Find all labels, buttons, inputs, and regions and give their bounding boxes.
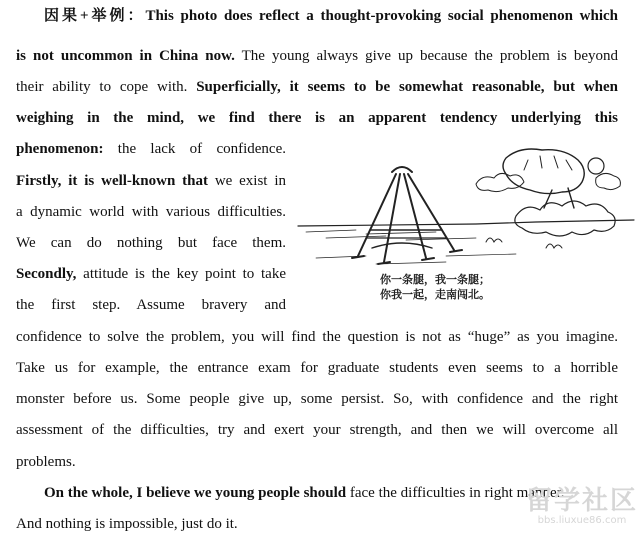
text-line: Take us for example, the entrance exam for graduate students even seems to a horrible bbox=[16, 360, 618, 376]
site-watermark bbox=[526, 487, 638, 527]
text-line: We can do nothing but face them. bbox=[16, 235, 286, 251]
text-line: weighing in the mind, we find there is an apparent tendency underlying this bbox=[16, 110, 618, 126]
illustration-caption bbox=[380, 272, 490, 302]
text-line: Secondly, attitude is the key point to take bbox=[16, 266, 286, 282]
text-line: confidence to solve the problem, you will find the question is not as “huge” as you imagine. bbox=[16, 329, 618, 345]
text-line: 因果+举例：This photo does reflect a thought-provoking social phenomenon which bbox=[44, 8, 618, 24]
text-line: phenomenon: the lack of confidence. bbox=[16, 141, 286, 157]
text-line: the first step. Assume bravery and bbox=[16, 297, 286, 313]
watermark-url: bbs.liuxue86.com bbox=[537, 515, 627, 526]
text-line: And nothing is impossible, just do it. bbox=[16, 516, 238, 532]
watermark-title: 留学社区 bbox=[525, 486, 638, 516]
section-label: 因果+举例： bbox=[44, 8, 146, 24]
text-line: Firstly, it is well-known that we exist in bbox=[16, 173, 286, 189]
text-line: assessment of the difficulties, try and exert your strength, and then we will overcome all bbox=[16, 422, 618, 438]
text-line: On the whole, I believe we young people should face the difficulties in right manner. bbox=[44, 485, 565, 501]
caption-line: 你一条腿，我一条腿； bbox=[380, 273, 490, 286]
text-line: a dynamic world with various difficulties. bbox=[16, 204, 286, 220]
text-line: problems. bbox=[16, 454, 76, 470]
caption-line: 你我一起，走南闯北。 bbox=[380, 288, 490, 301]
text-line: their ability to cope with. Superficially, it seems to be somewhat reasonable, but when bbox=[16, 79, 618, 95]
text-line: monster before us. Some people give up, some persist. So, with confidence and the right bbox=[16, 391, 618, 407]
text-line: is not uncommon in China now. The young always give up because the problem is beyond bbox=[16, 48, 618, 64]
